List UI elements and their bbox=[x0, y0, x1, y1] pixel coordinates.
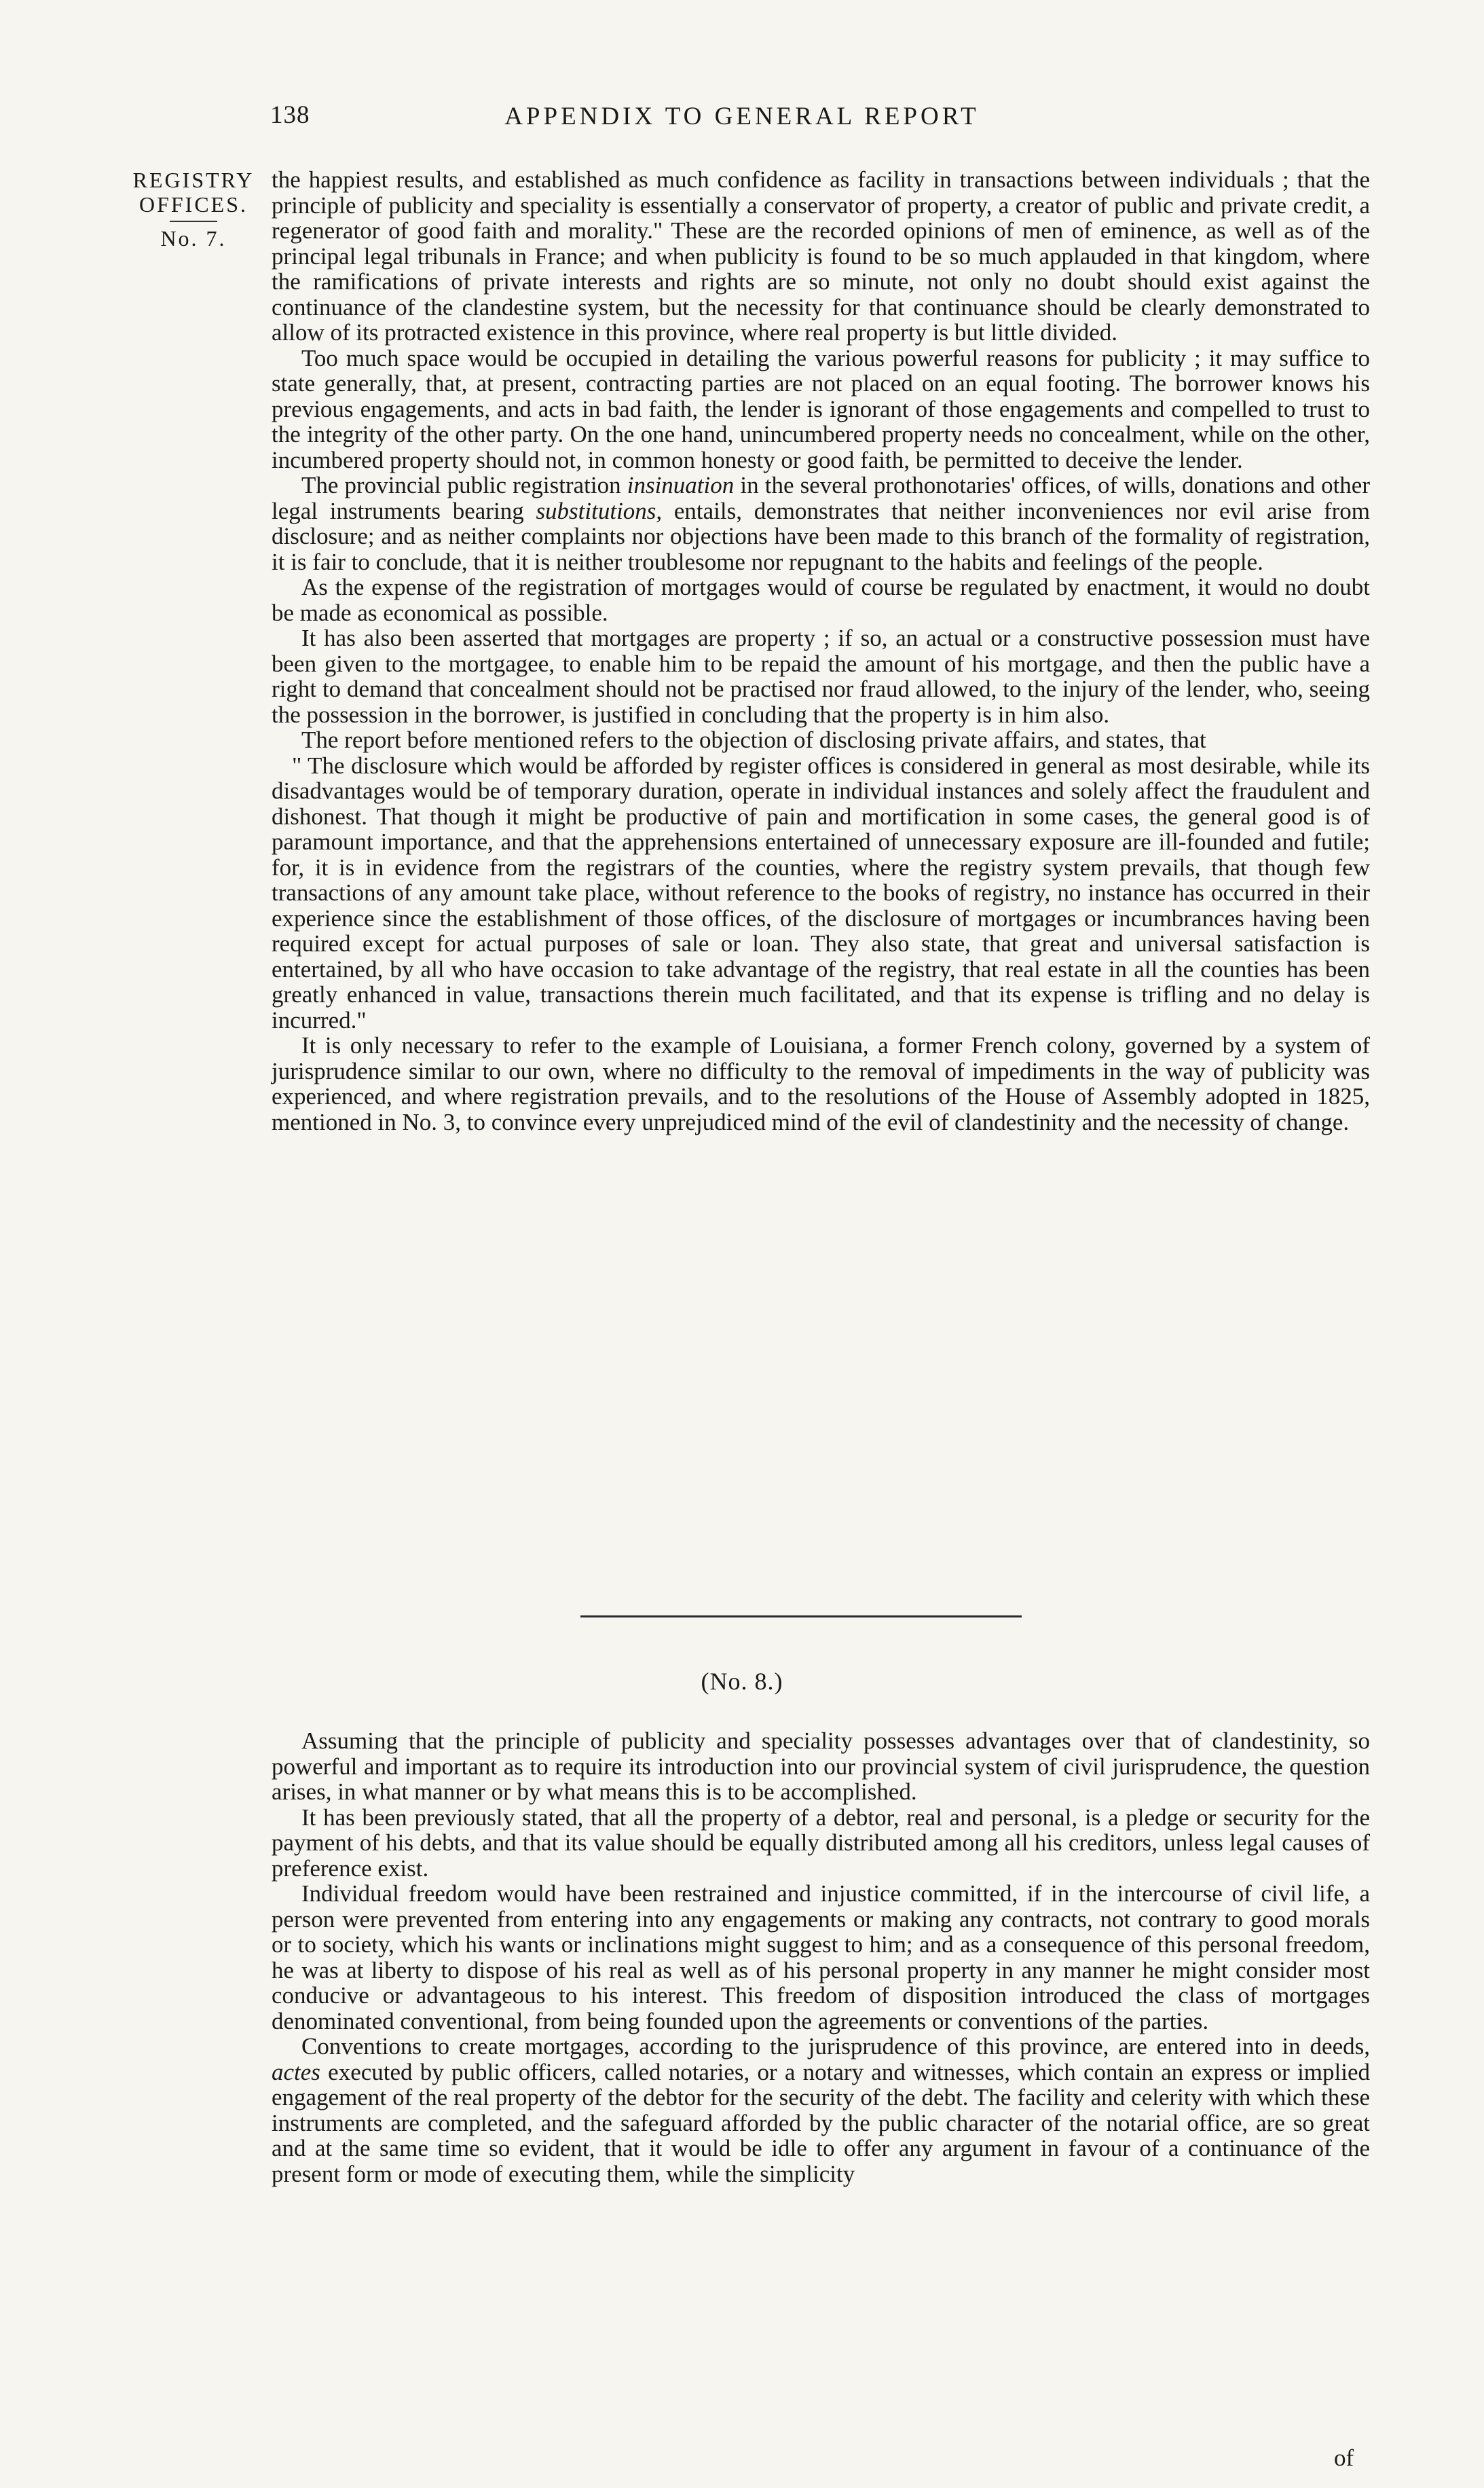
margin-note-line3: No. 7. bbox=[160, 226, 227, 251]
text-run: in the several prothonotaries' offices, of wills, donations and other legal instruments bearing bbox=[272, 472, 1370, 524]
paragraph-insinuation bbox=[272, 473, 1370, 574]
margin-note bbox=[129, 168, 258, 251]
text-run: entails, demonstrates that neither inconveniences nor evil arise from disclosure; and as neither complaints nor objections have been made to this branch of the formality of registration, it is fair to conclude, that it is neither troublesome nor repugnant to the habits and feelings of the people. bbox=[272, 497, 1370, 575]
paragraph: the happiest results, and established as much confidence as facility in transactions between individuals ; that the principle of publicity and speciality is essentially a conservator of property, a creator of public and private credit, a regenerator of good faith and morality." These are the recorded opinions of men of eminence, as well as of the principal legal tribunals in France; and when publicity is found to be so much applauded in that kingdom, where the ramifications of private interests and rights are so minute, not only no doubt should exist against the continuance of the clandestine system, but the necessity for that continuance should be clearly demonstrated to allow of its protracted existence in this province, where real property is but little divided. bbox=[272, 166, 1370, 346]
section-8-body bbox=[272, 1728, 1370, 2187]
paragraph: It is only necessary to refer to the example of Louisiana, a former French colony, governed by a system of jurisprudence similar to our own, where no difficulty to the removal of impediments in the way of publicity was experienced, and where registration prevails, and to the resolutions of the House of Assembly adopted in 1825, mentioned in No. 3, to convince every unprejudiced mind of the evil of clandestinity and the necessity of change. bbox=[272, 1032, 1370, 1135]
text-run: executed by public officers, called notaries, or a notary and witnesses, which contain an express or implied engagement of the real property of the debtor for the security of the debt. The facility and celerity with which these instruments are completed, and the safeguard afforded by the public character of the notarial office, are so great and at the same time so evident, that it would be idle to offer any argument in favour of a continuance of the present form or mode of executing them, while the simplicity bbox=[272, 2058, 1370, 2187]
section-divider bbox=[580, 1615, 1022, 1617]
margin-note-line2: OFFICES. bbox=[138, 192, 248, 217]
paragraph: Too much space would be occupied in detailing the various powerful reasons for publicity ; it may suffice to state generally, that, at present, contracting parties are not placed on an equal footing. The borrower knows his previous engagements, and acts in bad faith, the lender is ignorant of those engagements and compelled to trust to the integrity of the other party. On the one hand, unincumbered property needs no concealment, while on the other, incumbered property should not, in common honesty or good faith, be permitted to deceive the lender. bbox=[272, 344, 1370, 473]
block-quote: " The disclosure which would be afforded by register offices is considered in general as most desirable, while its disadvantages would be of temporary duration, operate in individual instances and solely affect the fraudulent and dishonest. That though it might be productive of pain and mortification in some cases, the general good is of paramount importance, and that the apprehensions entertained of unnecessary exposure are ill-founded and futile; for, it is in evidence from the registrars of the counties, where the registry system prevails, that though few transactions of any amount take place, without reference to the books of registry, no instance has occurred in their experience since the establishment of those offices, of the disclosure of mortgages or incumbrances having been required except for actual purposes of sale or loan. They also state, that great and universal satisfaction is entertained, by all who have occasion to take advantage of the registry, that real estate in all the counties has been greatly enhanced in value, transactions therein much facilitated, and that its expense is trifling and no delay is incurred." bbox=[272, 752, 1370, 1033]
paragraph: It has also been asserted that mortgages are property ; if so, an actual or a constructive possession must have been given to the mortgagee, to enable him to be repaid the amount of his mortgage, and then the public have a right to demand that concealment should not be practised nor fraud allowed, to the injury of the lender, who, seeing the possession in the borrower, is justified in concluding that the property is in him also. bbox=[272, 625, 1370, 728]
running-head: APPENDIX TO GENERAL REPORT bbox=[504, 103, 980, 130]
paragraph: As the expense of the registration of mortgages would of course be regulated by enactment, it would no doubt be made as economical as possible. bbox=[272, 574, 1370, 626]
section-title: (No. 8.) bbox=[701, 1668, 783, 1695]
text-run: Conventions to create mortgages, according to the jurisprudence of this province, are entered into in deeds, bbox=[301, 2033, 1370, 2060]
catchword: of bbox=[1334, 2445, 1354, 2471]
paragraph: The report before mentioned refers to the objection of disclosing private affairs, and states, that bbox=[301, 727, 1206, 753]
section-7-body bbox=[272, 167, 1370, 1135]
margin-note-line1: REGISTRY bbox=[132, 168, 255, 192]
page-number: 138 bbox=[270, 101, 310, 129]
paragraph: Assuming that the principle of publicity and speciality possesses advantages over that of clandestinity, so powerful and important as to require its introduction into our provincial system of civil jurisprudence, the question arises, in what manner or by what means this is to be accomplished. bbox=[272, 1727, 1370, 1805]
italic-term: insinuation bbox=[627, 472, 735, 498]
italic-term: substitutions, bbox=[536, 497, 663, 524]
paragraph: Individual freedom would have been restrained and injustice committed, if in the intercourse of civil life, a person were prevented from entering into any engagements or making any contracts, not contrary to good morals or to society, which his wants or inclinations might suggest to him; and as a consequence of this personal freedom, he was at liberty to dispose of his real as well as of his personal property in any manner he might consider most conducive or advantageous to his interest. This freedom of disposition introduced the class of mortgages denominated conventional, from being founded upon the agreements or conventions of the parties. bbox=[272, 1880, 1370, 2034]
text-run: The provincial public registration bbox=[301, 472, 627, 498]
paragraph: It has been previously stated, that all the property of a debtor, real and personal, is a pledge or security for the payment of his debts, and that its value should be equally distributed among all his creditors, unless legal causes of preference exist. bbox=[272, 1804, 1370, 1882]
italic-term: actes bbox=[272, 2058, 320, 2085]
margin-note-rule bbox=[170, 221, 217, 222]
paragraph-actes bbox=[272, 2034, 1370, 2187]
